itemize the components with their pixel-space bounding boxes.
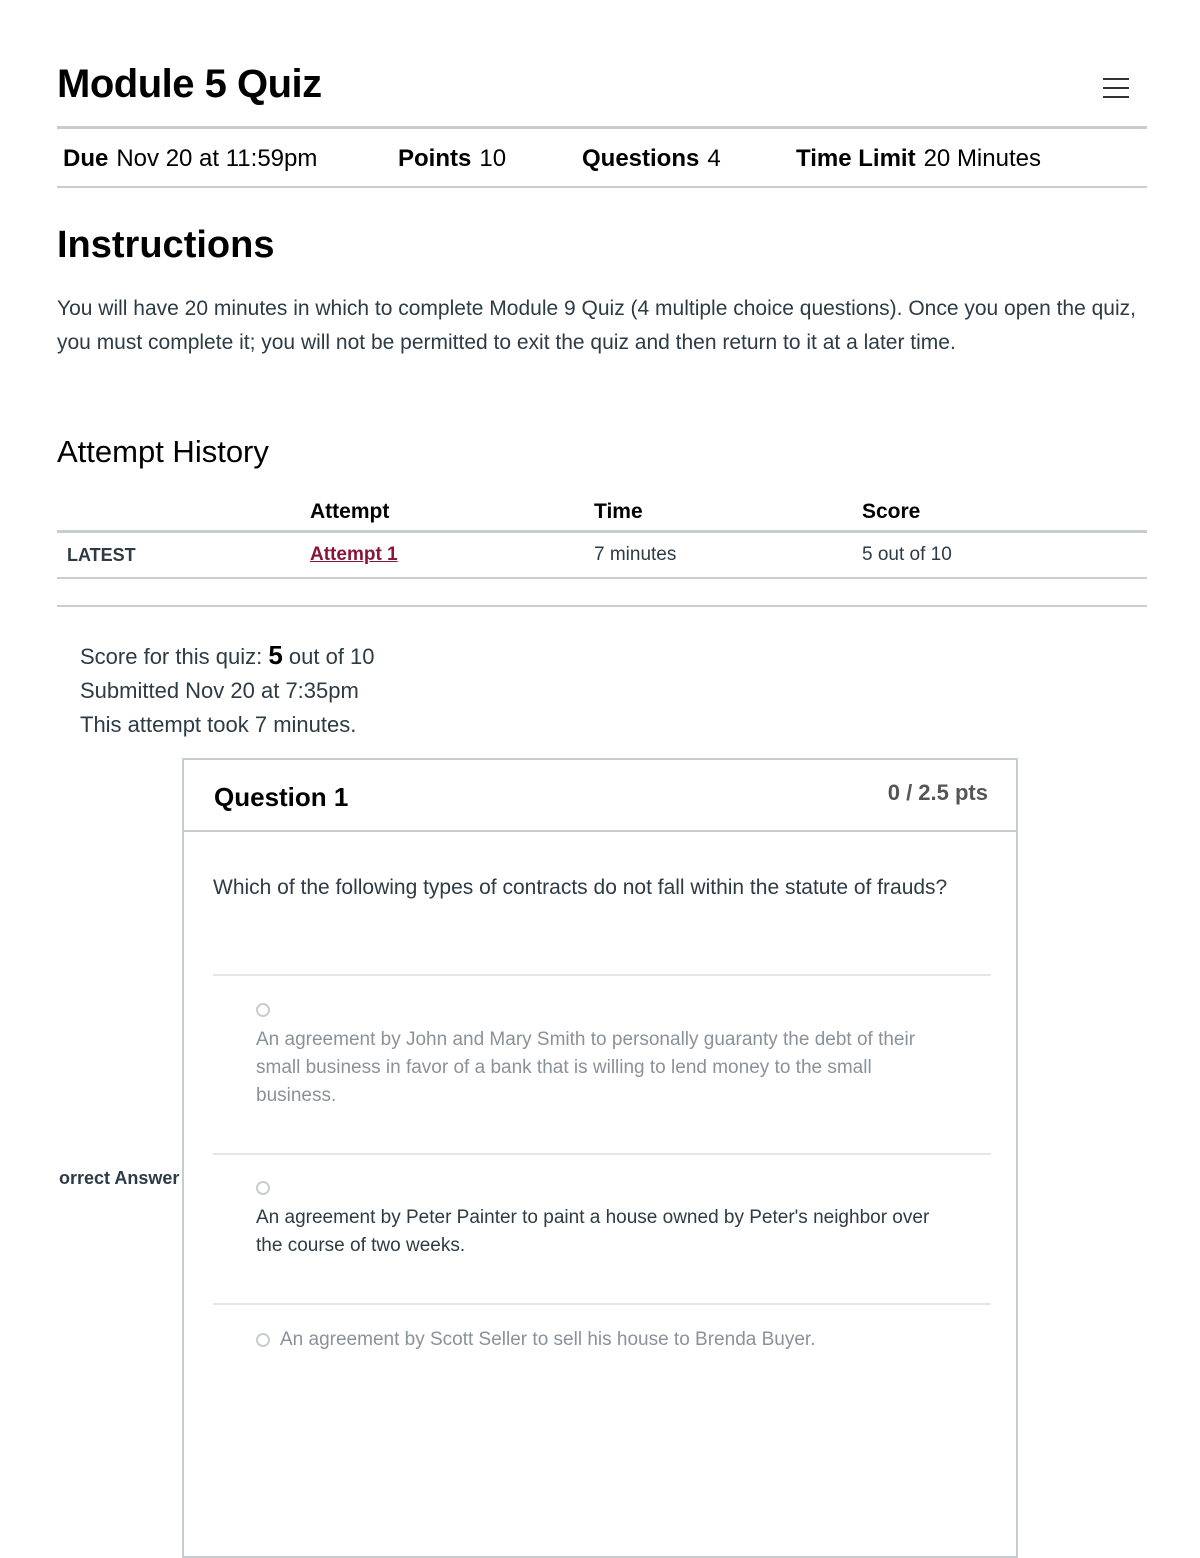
radio-button[interactable] [256, 1003, 270, 1017]
table-row [57, 532, 1147, 579]
duration-line: This attempt took 7 minutes. [80, 712, 357, 737]
answer-option-3 [256, 1326, 956, 1354]
table-header-row [57, 494, 1147, 532]
due-label: Due [63, 145, 109, 172]
radio-button[interactable] [256, 1333, 270, 1347]
column-header-score: Score [862, 494, 1147, 532]
points [398, 145, 506, 173]
score-prefix: Score for this quiz: [80, 644, 269, 669]
answer-text: An agreement by Scott Seller to sell his house to Brenda Buyer. [280, 1329, 816, 1350]
questions-label: Questions [582, 145, 700, 172]
question-header [184, 760, 1016, 832]
quiz-score-summary [80, 638, 375, 742]
instructions-heading: Instructions [57, 224, 275, 266]
submitted-line: Submitted Nov 20 at 7:35pm [80, 678, 359, 703]
attempt-1-link[interactable]: Attempt 1 [310, 544, 398, 565]
latest-tag: LATEST [57, 532, 310, 579]
due-date [63, 145, 317, 173]
time-limit [796, 145, 1041, 173]
time-limit-value: 20 Minutes [923, 145, 1041, 172]
answer-text: An agreement by John and Mary Smith to personally guaranty the debt of their small business in favor of a bank that is willing to lend money to the small business. [256, 1029, 916, 1106]
hamburger-menu-icon[interactable] [1103, 78, 1129, 98]
score-value: 5 [268, 640, 283, 670]
questions-value: 4 [707, 145, 721, 172]
radio-button[interactable] [256, 1181, 270, 1195]
question-title: Question 1 [214, 782, 349, 812]
points-value: 10 [479, 145, 507, 172]
questions-count [582, 145, 721, 173]
attempt-time: 7 minutes [594, 532, 862, 579]
answer-divider [213, 1153, 991, 1155]
answer-divider [213, 974, 991, 976]
title-row [57, 62, 1147, 122]
score-suffix: out of 10 [282, 644, 375, 669]
column-header-attempt: Attempt [310, 494, 594, 532]
attempt-history-heading: Attempt History [57, 434, 269, 469]
quiz-meta-bar [57, 126, 1147, 188]
answer-option-1 [256, 998, 956, 1110]
answer-text: An agreement by Peter Painter to paint a house owned by Peter's neighbor over the course of two weeks. [256, 1207, 930, 1256]
question-text: Which of the following types of contracts do not fall within the statute of frauds? [213, 876, 948, 899]
score-line [80, 638, 375, 674]
page-title: Module 5 Quiz [57, 62, 322, 106]
question-card [182, 758, 1018, 1558]
divider [57, 605, 1147, 607]
answer-option-2-correct [256, 1176, 956, 1260]
question-points: 0 / 2.5 pts [887, 780, 988, 805]
column-header [57, 494, 310, 532]
due-value: Nov 20 at 11:59pm [116, 145, 318, 172]
attempt-score: 5 out of 10 [862, 532, 1147, 579]
attempt-history-table [57, 494, 1147, 579]
instructions-text: You will have 20 minutes in which to complete Module 9 Quiz (4 multiple choice questions). Once you open the quiz, you must complete it; you will not be permitted to exit the quiz and then return to it at a later time. [57, 297, 1136, 354]
column-header-time: Time [594, 494, 862, 532]
answer-divider [213, 1303, 991, 1305]
correct-answer-label: orrect Answer [59, 1168, 180, 1188]
points-label: Points [398, 145, 472, 172]
time-limit-label: Time Limit [796, 145, 916, 172]
